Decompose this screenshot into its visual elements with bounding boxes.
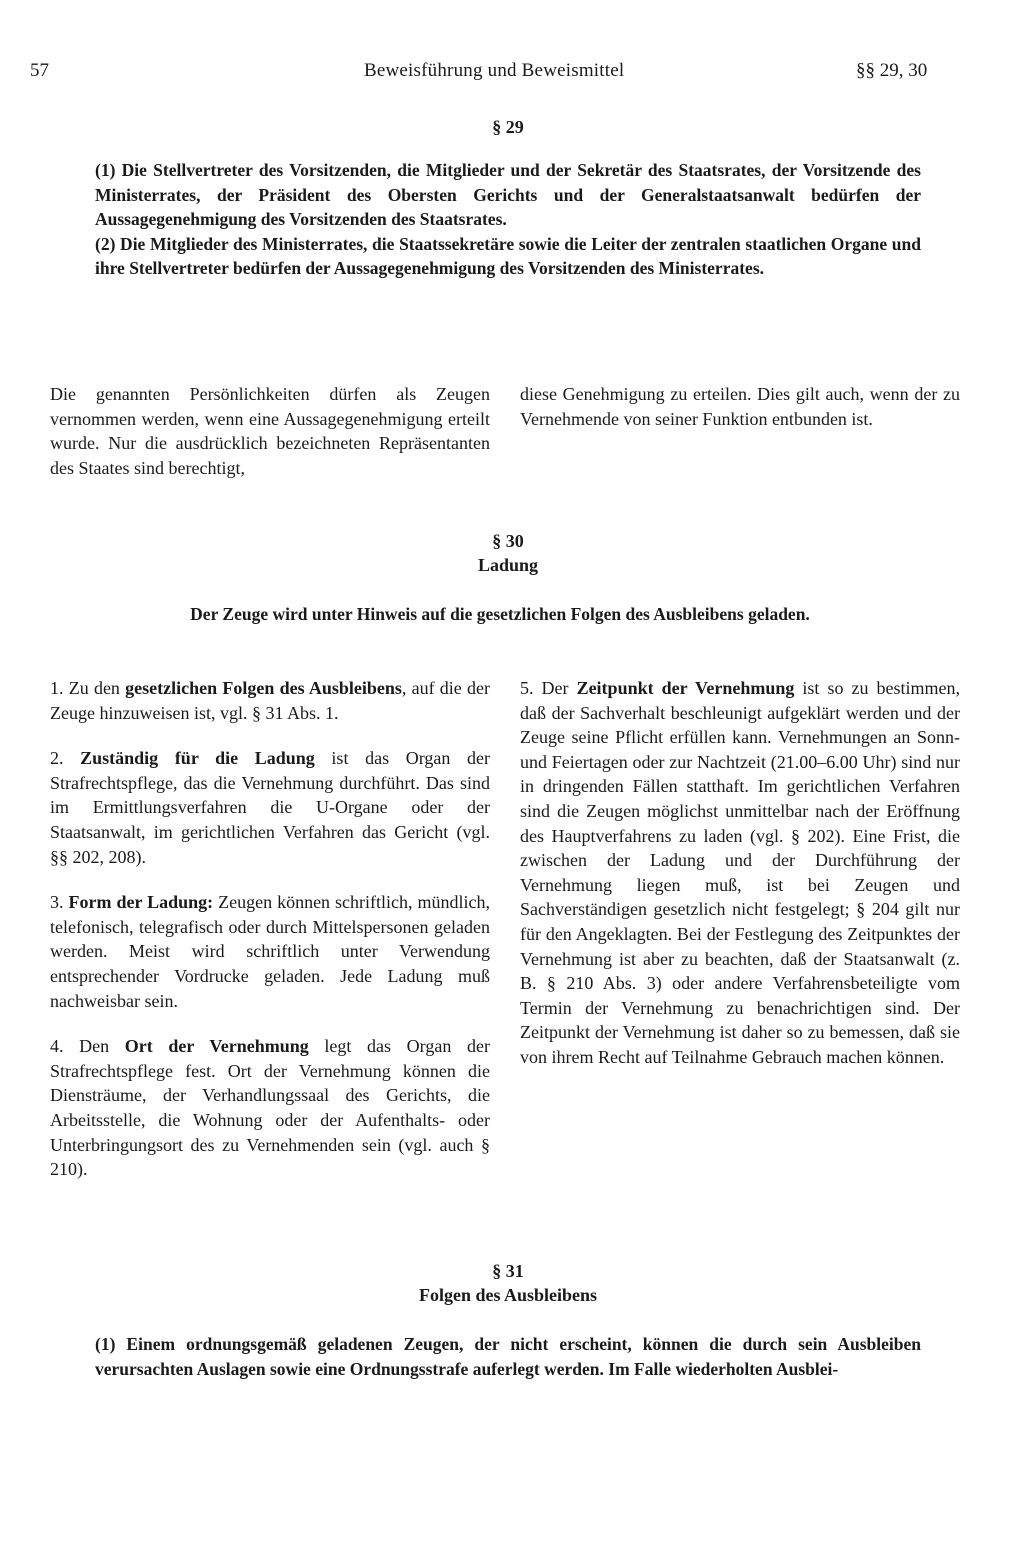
section-29-comment-left xyxy=(50,382,490,501)
note-3: 3. Form der Ladung: Zeugen können schriftlich, mündlich, telefonisch, telegrafisch oder durch Mittelspersonen geladen werden. Meist wird schriftlich unter Verwendung entsprechender Vordrucke geladen. Jede Ladung muß nachweisbar sein. xyxy=(50,892,490,1011)
section-31-law-text: (1) Einem ordnungsgemäß geladenen Zeugen, der nicht erscheint, können die durch sein Ausbleiben verursachten Auslagen sowie eine Ordnungsstrafe auferlegt werden. Im Falle wiederholten Ausblei- xyxy=(95,1334,921,1379)
note-1: 1. Zu den gesetzlichen Folgen des Ausbleibens, auf die der Zeuge hinzuweisen ist, vgl. § 31 Abs. 1. xyxy=(50,678,490,723)
section-30-notes-left xyxy=(50,676,490,1203)
section-29-comment-right xyxy=(520,382,960,452)
section-29-paragraph-1: (1) Die Stellvertreter des Vorsitzenden, die Mitglieder und der Sekretär des Staatsrates, der Vorsitzende des Ministerrates, der Präsident des Obersten Gerichts und der Generalstaatsanwalt bedürfen der Aussagegenehmigung des Vorsitzenden des Staatsrates. xyxy=(95,160,921,229)
section-31-heading: § 31 xyxy=(492,1261,524,1281)
note-5: 5. Der Zeitpunkt der Vernehmung ist so zu bestimmen, daß der Sachverhalt beschleunigt aufgeklärt werden und der Zeuge seine Pflicht erfüllen kann. Vernehmungen an Sonn- und Feiertagen oder zur Nachtzeit (21.00–6.00 Uhr) sind nur in dringenden Fällen statthaft. Im gerichtlichen Verfahren sind die Zeugen möglichst unmittelbar nach der Eröffnung des Hauptverfahrens zu laden (vgl. § 202). Eine Frist, die zwischen der Ladung und der Durchführung der Vernehmung liegen muß, ist bei Zeugen und Sachverständigen gesetzlich nicht festgelegt; § 204 gilt nur für den Angeklagten. Bei der Festlegung des Zeitpunktes der Vernehmung ist aber zu beachten, daß der Staatsanwalt (z. B. § 210 Abs. 3) oder andere Verfahrensbeteiligte vom Termin der Vernehmung zu benachrichtigen sind. Der Zeitpunkt der Vernehmung ist daher so zu bemessen, daß sie von ihrem Recht auf Teilnahme Gebrauch machen können. xyxy=(520,678,960,1067)
section-30-notes-right xyxy=(520,676,960,1091)
running-sections: §§ 29, 30 xyxy=(856,60,928,81)
page-number: 57 xyxy=(30,60,49,81)
note-2: 2. Zuständig für die Ladung ist das Organ der Strafrechtspflege, das die Vernehmung durchführt. Das sind im Ermittlungsverfahren die U-Organe oder der Staatsanwalt, im gerichtlichen Verfahren das Gericht (vgl. §§ 202, 208). xyxy=(50,748,490,867)
section-30-title: Ladung xyxy=(477,555,539,575)
section-29-comment-text-right: diese Genehmigung zu erteilen. Dies gilt auch, wenn der zu Vernehmende von seiner Funktion entbunden ist. xyxy=(520,384,960,429)
section-29-comment-text-left: Die genannten Persönlichkeiten dürfen als Zeugen vernommen werden, wenn eine Aussagegenehmigung erteilt wurde. Nur die ausdrücklich bezeichneten Repräsentanten des Staates sind berechtigt, xyxy=(50,384,490,478)
section-31-title: Folgen des Ausbleibens xyxy=(418,1285,598,1305)
section-29-heading: § 29 xyxy=(492,117,524,137)
section-29-law-text xyxy=(95,158,921,281)
section-30-law-text: Der Zeuge wird unter Hinweis auf die gesetzlichen Folgen des Ausbleibens geladen. xyxy=(190,604,810,624)
section-29-paragraph-2: (2) Die Mitglieder des Ministerrates, die Staatssekretäre sowie die Leiter der zentralen staatlichen Organe und ihre Stellvertreter bedürfen der Aussagegenehmigung des Vorsitzenden des Ministerrates. xyxy=(95,233,921,278)
running-title: Beweisführung und Beweismittel xyxy=(364,60,625,81)
note-4: 4. Den Ort der Vernehmung legt das Organ der Strafrechtspflege fest. Ort der Vernehmung können die Diensträume, der Verhandlungssaal des Gerichts, die Arbeitsstelle, die Wohnung oder der Aufenthalts- oder Unterbringungsort des zu Vernehmenden sein (vgl. auch § 210). xyxy=(50,1036,490,1180)
section-30-heading: § 30 xyxy=(492,531,524,551)
